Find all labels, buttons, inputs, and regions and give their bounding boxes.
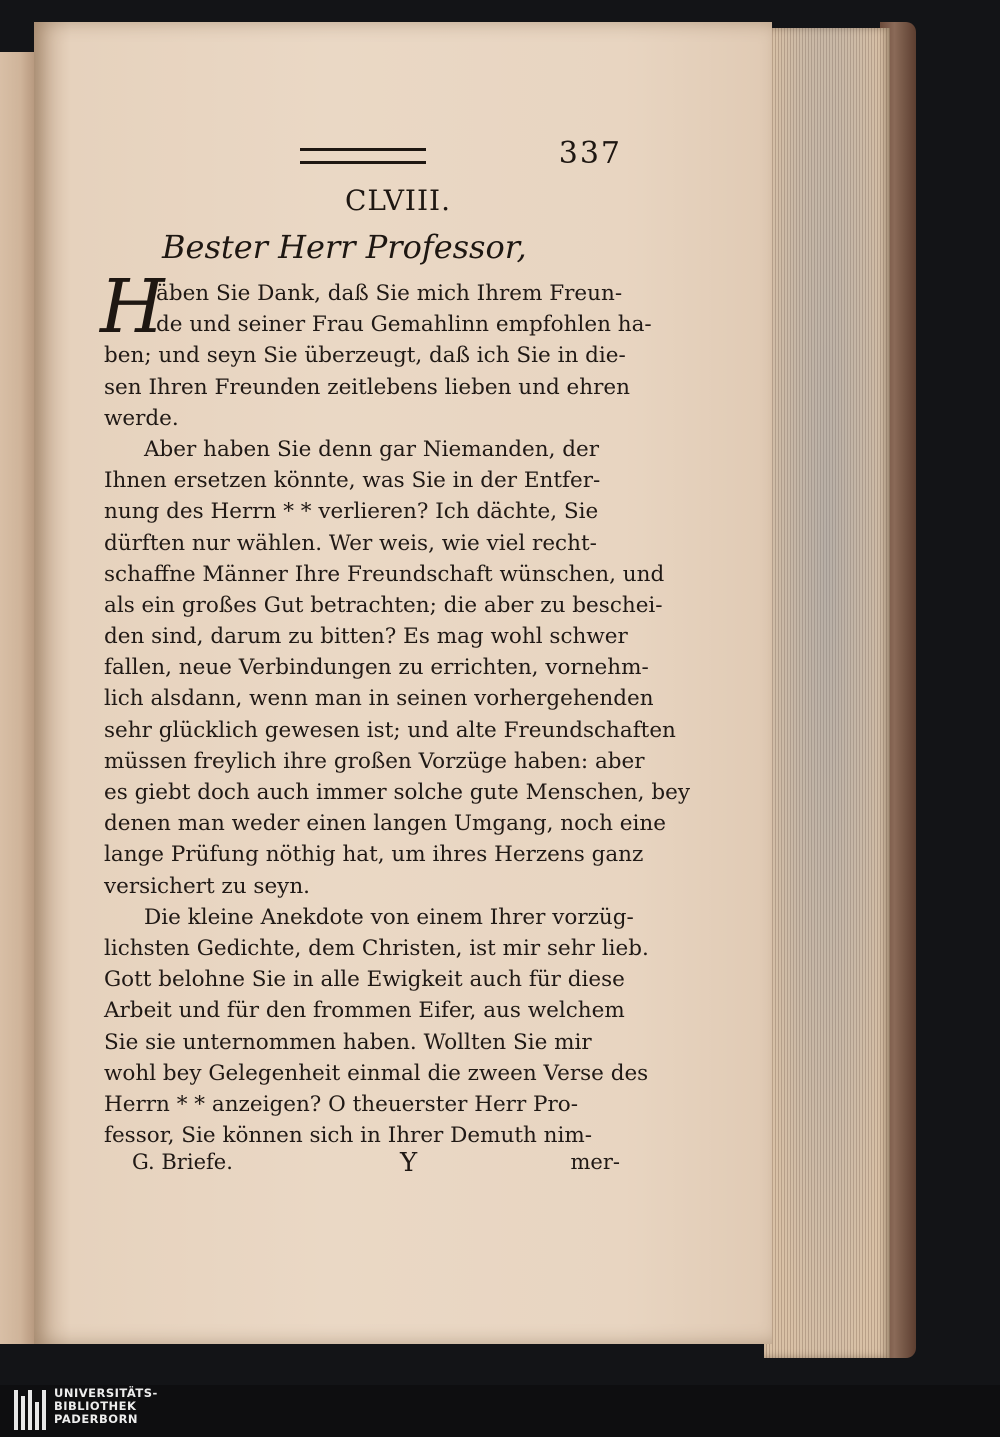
text-line: schaffne Männer Ihre Freundschaft wünschen, und <box>104 561 665 587</box>
text-line: lich alsdann, wenn man in seinen vorhergehenden <box>104 686 654 712</box>
text-line: ben; und seyn Sie überzeugt, daß ich Sie in die- <box>104 343 626 369</box>
text-line: lichsten Gedichte, dem Christen, ist mir sehr lieb. <box>104 935 649 961</box>
signature-label: G. Briefe. <box>132 1150 233 1174</box>
text-line: Die kleine Anekdote von einem Ihrer vorzüg- <box>144 904 634 930</box>
library-line-3: PADERBORN <box>54 1412 139 1426</box>
paragraph-2 <box>104 434 690 902</box>
book-page <box>34 22 772 1344</box>
text-line: versichert zu seyn. <box>104 873 311 899</box>
text-line: müssen freylich ihre großen Vorzüge haben: aber <box>104 748 645 774</box>
left-page-edge <box>0 52 36 1344</box>
text-line: es giebt doch auch immer solche gute Menschen, bey <box>104 780 690 805</box>
paragraph-1 <box>104 278 652 434</box>
text-line: fessor, Sie können sich in Ihrer Demuth nim- <box>104 1123 593 1149</box>
signature-mark: Y <box>400 1148 418 1178</box>
page-header <box>300 136 622 176</box>
text-line: als ein großes Gut betrachten; die aber zu beschei- <box>104 592 663 618</box>
text-line: Ihnen ersetzen könnte, was Sie in der Entfer- <box>104 468 601 494</box>
text-line: den sind, darum zu bitten? Es mag wohl schwer <box>104 624 628 650</box>
library-line-2: BIBLIOTHEK <box>54 1399 137 1413</box>
text-line: fallen, neue Verbindungen zu errichten, vornehm- <box>104 655 649 681</box>
library-line-1: UNIVERSITÄTS- <box>54 1386 158 1400</box>
library-logo-icon <box>14 1390 48 1430</box>
text-line: sehr glücklich gewesen ist; und alte Freundschaften <box>104 717 676 743</box>
text-line: denen man weder einen langen Umgang, noch eine <box>104 811 666 837</box>
text-line: dürften nur wählen. Wer weis, wie viel recht- <box>104 530 597 556</box>
text-line: sen Ihren Freunden zeitlebens lieben und ehren <box>104 374 630 400</box>
catchword: mer- <box>570 1150 620 1174</box>
text-line: Herrn * * anzeigen? O theuerster Herr Pro- <box>104 1091 579 1117</box>
paragraph-3 <box>104 902 649 1152</box>
text-line: lange Prüfung nöthig hat, um ihres Herzens ganz <box>104 842 644 868</box>
drop-cap: H <box>100 264 165 350</box>
text-line: Sie sie unternommen haben. Wollten Sie mir <box>104 1029 592 1055</box>
text-line: werde. <box>104 405 179 431</box>
text-line: wohl bey Gelegenheit einmal die zween Verse des <box>104 1060 649 1086</box>
text-line: äben Sie Dank, daß Sie mich Ihrem Freun- <box>156 281 623 306</box>
chapter-heading: CLVIII. <box>345 184 451 217</box>
text-line: Arbeit und für den frommen Eifer, aus welchem <box>104 998 625 1024</box>
page-footer <box>104 1150 620 1182</box>
header-rule <box>300 148 426 164</box>
letter-body <box>104 278 690 1151</box>
text-line: Gott belohne Sie in alle Ewigkeit auch für diese <box>104 967 625 993</box>
text-line: nung des Herrn * * verlieren? Ich dächte, Sie <box>104 499 599 525</box>
page-number: 337 <box>558 136 622 171</box>
text-line: Aber haben Sie denn gar Niemanden, der <box>144 436 600 462</box>
page-fore-edge <box>764 28 890 1358</box>
text-line: de und seiner Frau Gemahlinn empfohlen ha- <box>156 312 652 338</box>
salutation: Bester Herr Professor, <box>162 228 527 266</box>
library-logo-text[interactable] <box>54 1387 158 1426</box>
